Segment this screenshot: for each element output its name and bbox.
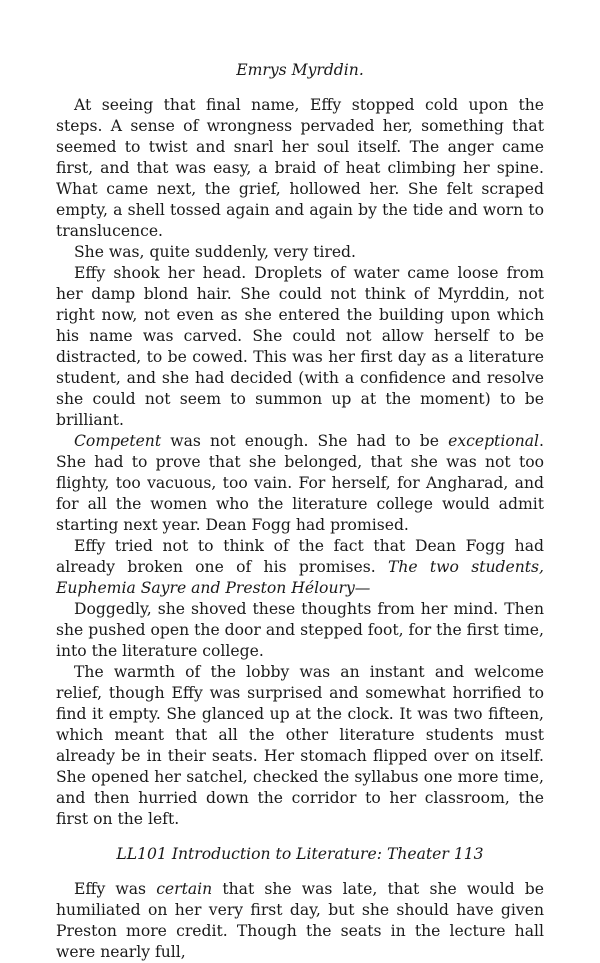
emphasis-certain: certain — [156, 880, 213, 898]
class-subheading: LL101 Introduction to Literature: Theater 113 — [116, 845, 484, 863]
paragraph-8-text-b: that she was late, that she would be humiliated on her very first day, but she should have given Preston more credit. Though the seats in the lecture hall were nearly full, — [56, 880, 544, 961]
paragraph-4-text-a: was not enough. She had to be — [161, 432, 449, 450]
paragraph-8-text-a: Effy was — [74, 880, 157, 898]
paragraph-8 — [56, 879, 544, 963]
paragraph-7: The warmth of the lobby was an instant and welcome relief, though Effy was surprised and somewhat horrified to find it empty. She glanced up at the clock. It was two fifteen, which meant that all the other literature students must already be in their seats. Her stomach flipped over on itself. She opened her satchel, checked the syllabus one more time, and then hurried down the corridor to her classroom, the first on the left. — [56, 663, 544, 828]
paragraph-5-text: Effy tried not to think of the fact that Dean Fogg had already broken one of his promises. — [56, 537, 544, 576]
emphasis-competent: Competent — [74, 432, 162, 450]
paragraph-2: She was, quite suddenly, very tired. — [74, 243, 356, 261]
section-heading: Emrys Myrddin. — [236, 61, 364, 79]
emphasis-quote: The two students, Euphemia Sayre and Preston Héloury— — [56, 558, 544, 597]
paragraph-5 — [56, 536, 544, 599]
emphasis-exceptional: exceptional — [448, 432, 540, 450]
paragraph-4 — [56, 431, 544, 536]
book-page — [56, 60, 544, 963]
paragraph-3: Effy shook her head. Droplets of water came loose from her damp blond hair. She could not think of Myrddin, not right now, not even as she entered the building upon which his name was carved. She could not allow herself to be distracted, to be cowed. This was her first day as a literature student, and she had decided (with a confidence and resolve she could not seem to summon up at the moment) to be brilliant. — [56, 264, 544, 429]
paragraph-4-text-b: . She had to prove that she belonged, that she was not too flighty, too vacuous, too vain. For herself, for Angharad, and for all the women who the literature college would admit starting next year. Dean Fogg had promised. — [56, 432, 544, 534]
paragraph-1: At seeing that final name, Effy stopped cold upon the steps. A sense of wrongness pervaded her, something that seemed to twist and snarl her soul itself. The anger came first, and that was easy, a braid of heat climbing her spine. What came next, the grief, hollowed her. She felt scraped empty, a shell tossed again and again by the tide and worn to translucence. — [56, 96, 544, 240]
paragraph-6: Doggedly, she shoved these thoughts from her mind. Then she pushed open the door and stepped foot, for the first time, into the literature college. — [56, 600, 544, 660]
